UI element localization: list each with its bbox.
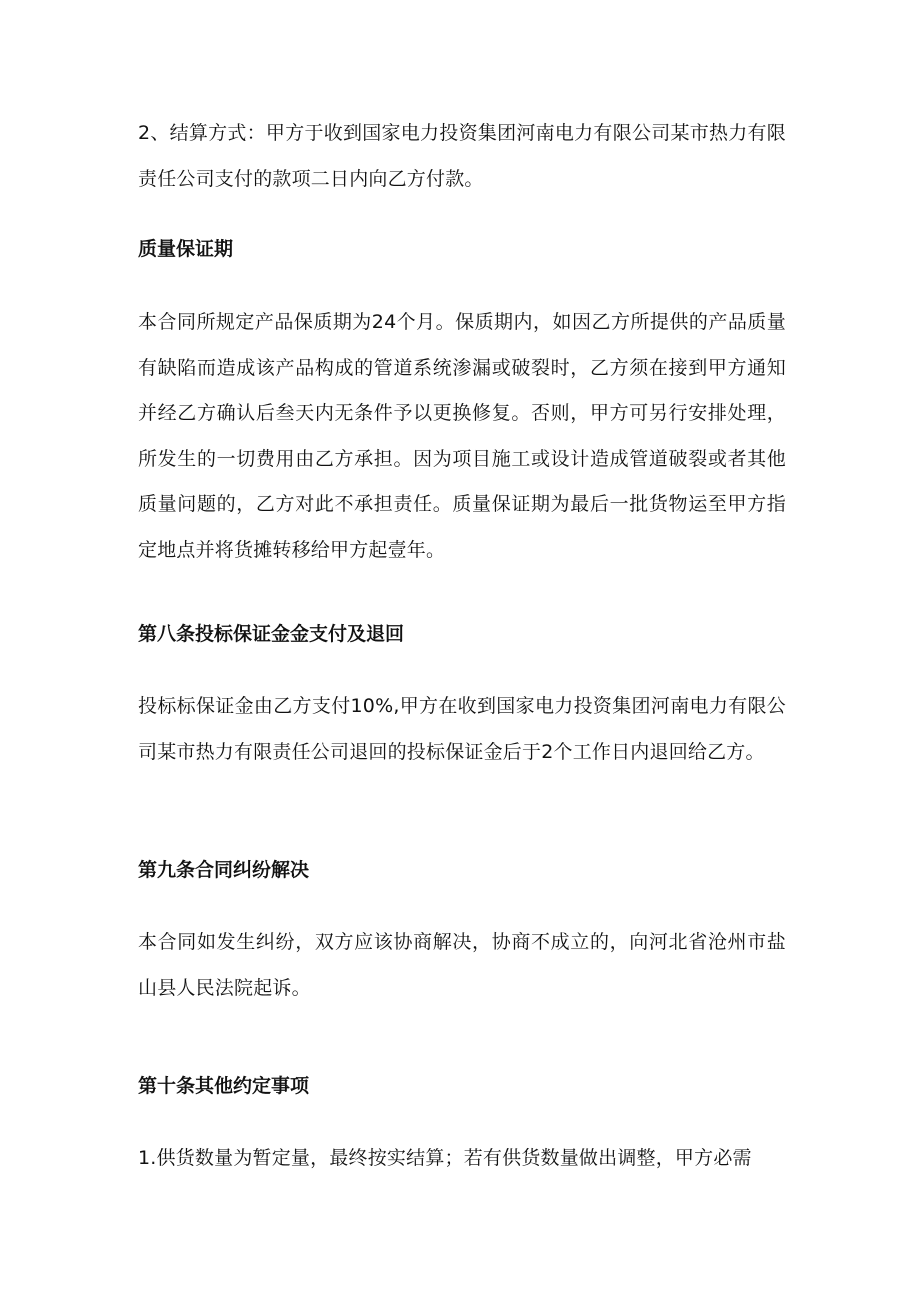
quality-warranty-paragraph: 本合同所规定产品保质期为24个月。保质期内，如因乙方所提供的产品质量有缺陷而造成该产品构成的管道系统渗漏或破裂时，乙方须在接到甲方通知并经乙方确认后叁天内无条件予以更换修复。否则，甲方可另行安排处理，所发生的一切费用由乙方承担。因为项目施工或设计造成管道破裂或者其他质量问题的，乙方对此不承担责任。质量保证期为最后一批货物运至甲方指定地点并将货摊转移给甲方起壹年。	[138, 311, 786, 561]
bid-bond-paragraph: 投标标保证金由乙方支付10%,甲方在收到国家电力投资集团河南电力有限公司某市热力有限责任公司退回的投标保证金后于2个工作日内退回给乙方。	[138, 695, 786, 763]
article-9-heading: 第九条合同纠纷解决	[138, 859, 310, 881]
dispute-resolution-paragraph: 本合同如发生纠纷，双方应该协商解决，协商不成立的，向河北省沧州市盐山县人民法院起诉。	[138, 931, 786, 999]
other-terms-paragraph: 1.供货数量为暂定量，最终按实结算；若有供货数量做出调整，甲方必需	[138, 1147, 752, 1169]
payment-method-paragraph: 2、结算方式：甲方于收到国家电力投资集团河南电力有限公司某市热力有限责任公司支付的款项二日内向乙方付款。	[138, 122, 786, 190]
article-8-heading: 第八条投标保证金金支付及退回	[138, 623, 405, 645]
article-10-heading: 第十条其他约定事项	[138, 1075, 310, 1097]
quality-warranty-heading: 质量保证期	[138, 238, 234, 260]
